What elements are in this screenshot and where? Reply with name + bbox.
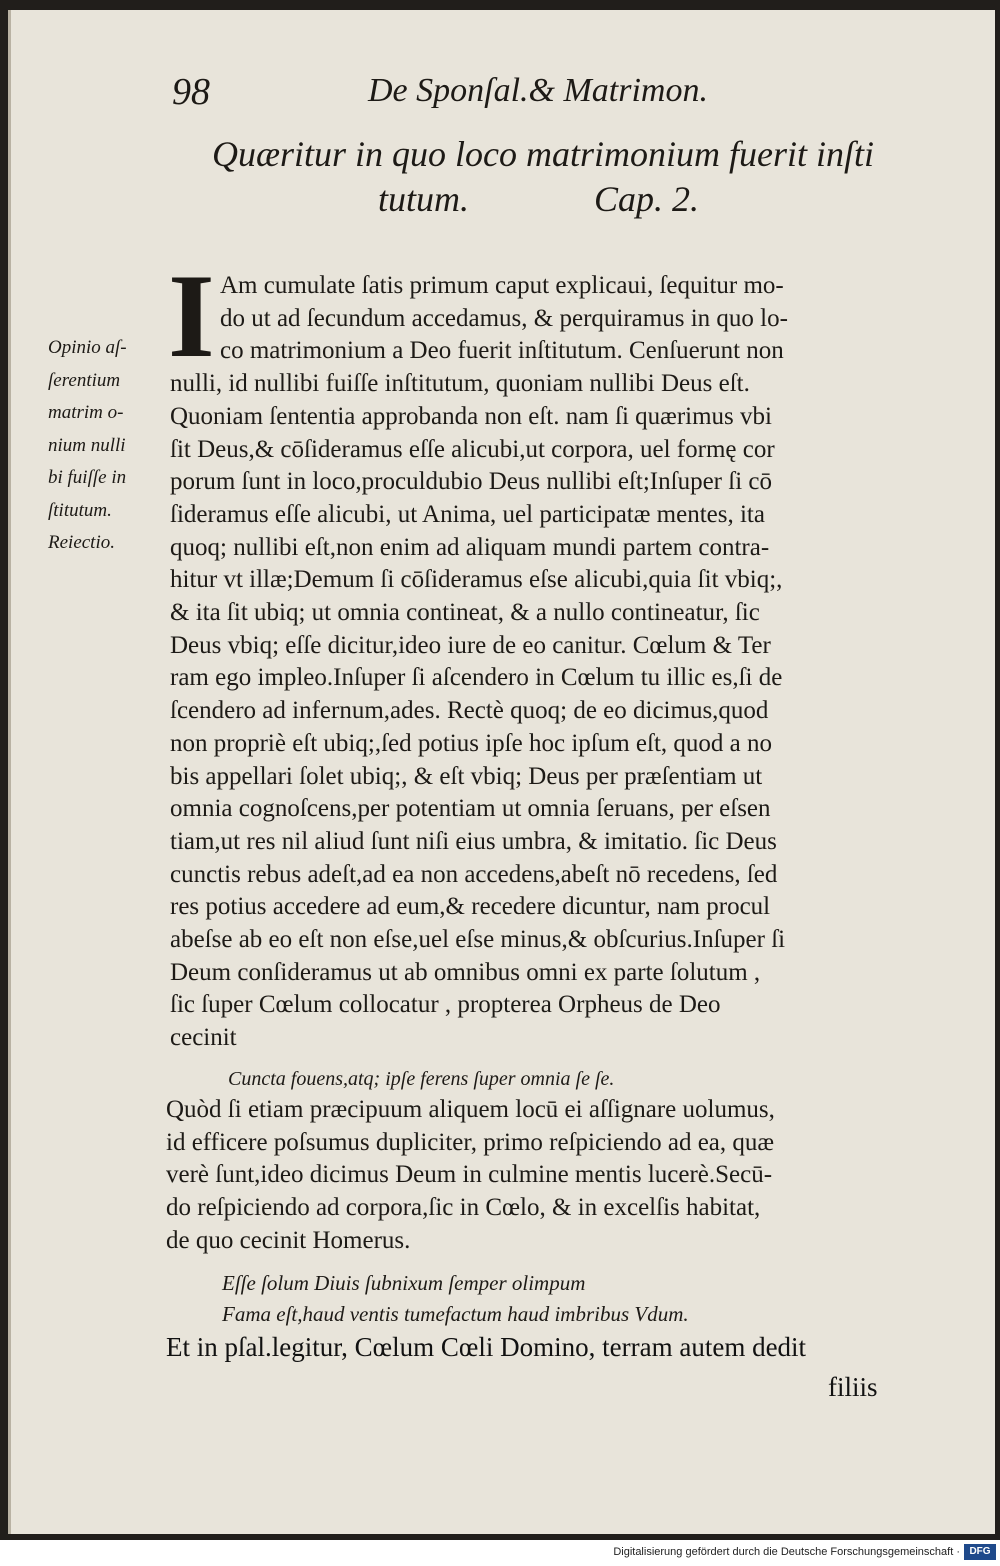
body-line: ſideramus eſſe alicubi, ut Anima, uel participatæ mentes, ita [170,500,765,528]
body-line: non propriè eſt ubiq;,ſed potius ipſe hoc ipſum eſt, quod a no [170,729,772,757]
body-line: Quòd ſi etiam præcipuum aliquem locū ei aſſignare uolumus, [166,1096,775,1123]
closing-line: Et in pſal.legitur, Cœlum Cœli Domino, terram autem dedit [166,1332,807,1362]
body-line: verè ſunt,ideo dicimus Deum in culmine mentis lucerè.Secū- [166,1161,773,1189]
margin-note-line: bi fuiſſe in [48,467,127,488]
running-title: De Sponſal.& Matrimon. [368,72,708,109]
verse-quotation-homer [222,1268,689,1330]
drop-cap-initial: I [168,249,213,382]
body-line: Am cumulate ſatis primum caput explicaui, ſequitur mo- [220,272,784,299]
body-line: & ita ſit ubiq; ut omnia contineat, & a nullo contineatur, ſic [170,599,760,627]
body-line: Deus vbiq; eſſe dicitur,ideo iure de eo canitur. Cœlum & Ter [170,631,771,659]
body-line: tiam,ut res nil aliud ſunt niſi eius umbra, & imitatio. ſic Deus [170,827,777,855]
body-line: ram ego impleo.Inſuper ſi aſcendero in Cœlum tu illic es,ſi de [170,664,783,692]
body-line: cecinit [170,1024,237,1052]
margin-note-line: matrim o- [48,402,124,423]
body-line: res potius accedere ad eum,& recedere dicuntur, nam procul [170,893,771,921]
catchword: filiis [828,1372,878,1402]
chapter-heading-line1: Quæritur in quo loco matrimonium fuerit inſti [212,134,875,174]
margin-note-line: ſtitutum. [48,499,112,521]
digitization-credit: Digitalisierung gefördert durch die Deutsche Forschungsgemeinschaft · [613,1546,960,1558]
body-line: abeſse ab eo eſt non eſse,uel eſse minus,& obſcurius.Inſuper ſi [170,926,786,954]
body-line: co matrimonium a Deo fuerit inſtitutum. Cenſuerunt non [220,337,784,365]
body-line: bis appellari ſolet ubiq;, & eſt vbiq; Deus per præſentiam ut [170,762,763,790]
body-line: porum ſunt in loco,proculdubio Deus nullibi eſt;Inſuper ſi cō [170,468,772,496]
body-line: Deum conſideramus ut ab omnibus omni ex parte ſolutum , [170,958,761,986]
chapter-label: Cap. 2. [594,179,700,219]
body-paragraph-2 [166,1094,926,1258]
page-number: 98 [172,71,210,113]
body-line: do ut ad ſecundum accedamus, & perquiramus in quo lo- [220,304,788,332]
body-line: Quoniam ſententia approbanda non eſt. nam ſi quærimus vbi [170,402,772,430]
margin-note [48,332,160,560]
verse-line: Fama eſt,haud ventis tumefactum haud imbribus Vdum. [222,1302,689,1326]
chapter-heading [212,132,902,222]
verse-quotation-orpheus: Cuncta fouens,atq; ipſe ferens ſuper omnia ſe ſe. [228,1068,615,1090]
verse-line: Eſſe ſolum Diuis ſubnixum ſemper olimpum [222,1271,586,1295]
body-paragraph [170,270,920,1055]
body-line: id efficere poſsumus dupliciter, primo reſpiciendo ad ea, quæ [166,1128,775,1156]
body-line: ſcendero ad infernum,ades. Rectè quoq; de eo dicimus,quod [170,697,769,725]
margin-note-line: Opinio aſ- [48,337,127,358]
body-line: cunctis rebus adeſt,ad ea non accedens,abeſt nō recedens, ſed [170,860,778,888]
body-line: nulli, id nullibi fuiſſe inſtitutum, quoniam nullibi Deus eſt. [170,370,750,398]
body-line: de quo cecinit Homerus. [166,1226,411,1254]
body-line: quoq; nullibi eſt,non enim ad aliquam mundi partem contra- [170,533,770,561]
chapter-heading-line2-text: tutum. [378,179,470,219]
margin-note-line: ſerentium [48,369,121,391]
body-line: do reſpiciendo ad corpora,ſic in Cœlo, & in excelſis habitat, [166,1194,761,1222]
chapter-heading-line2 [212,177,902,222]
margin-note-line: Reiectio. [48,532,115,553]
dfg-logo-icon: DFG [964,1544,996,1560]
body-line: omnia cognoſcens,per potentiam ut omnia ſeruans, per eſsen [170,795,771,823]
body-line: ſic ſuper Cœlum collocatur , propterea Orpheus de Deo [170,991,721,1019]
margin-note-line: nium nulli [48,434,126,456]
body-line: ſit Deus,& cōſideramus eſſe alicubi,ut corpora, uel formę cor [170,435,775,463]
body-line: hitur vt illæ;Demum ſi cōſideramus eſse alicubi,quia ſit vbiq;, [170,566,783,594]
